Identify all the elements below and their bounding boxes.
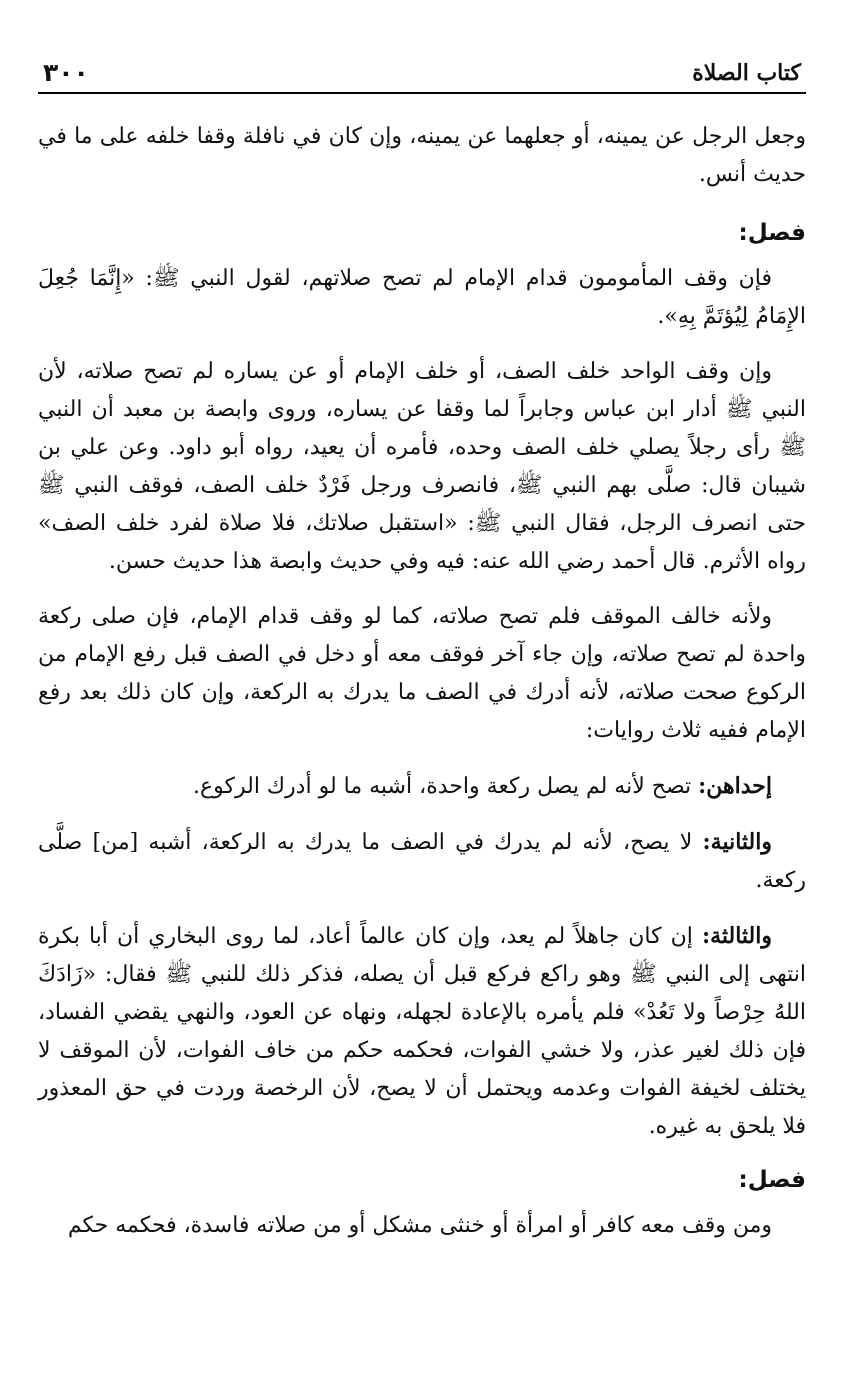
narration-third-text: إن كان جاهلاً لم يعد، وإن كان عالماً أعاد، لما روى البخاري أن أبا بكرة انتهى إلى النبي ﷺ وهو راكع فركع قبل أن يصله، فذكر ذلك للنبي ﷺ فقال: «زَادَكَ اللهُ حِرْصاً ولا تَعُدْ» فلم يأمره بالإعادة لجهله، ونهاه عن العود، والنهي يقضي الفساد، فإن ذلك لغير عذر، ولا خشي الفوات، فحكمه حكم من خاف الفوات، لأن الموقف لا يختلف لخيفة الفوات وعدمه ويحتمل أن لا يصح، لأن الرخصة وردت في حق المعذور فلا يلحق به غيره. [38,924,806,1139]
paragraph-imam-position: فإن وقف المأمومون قدام الإمام لم تصح صلاتهم، لقول النبي ﷺ: «إِنَّمَا جُعِلَ الإِمَامُ لِيُؤتَمَّ بِهِ». [38,266,806,329]
running-title: كتاب الصلاة [692,60,801,86]
narration-first-label: إحداهن: [698,773,772,799]
section-heading: فصل: [738,220,806,246]
book-page [38,0,806,1375]
paragraph-invalid-partner: ومن وقف معه كافر أو امرأة أو خنثى مشكل أو من صلاته فاسدة، فحكمه حكم [67,1213,772,1238]
narration-third-label: والثالثة: [701,923,772,949]
intro-paragraph: وجعل الرجل عن يمينه، أو جعلهما عن يمينه، وإن كان في نافلة وقفا خلفه على ما في حديث أنس. [38,124,806,187]
paragraph-three-narrations: ولأنه خالف الموقف فلم تصح صلاته، كما لو وقف قدام الإمام، فإن صلى ركعة واحدة لم تصح صلاته، وإن جاء آخر فوقف معه أو دخل في الصف قبل رفع الإمام من الركوع صحت صلاته، لأنه أدرك في الصف ما يدرك به الركعة، وإن كان ذلك بعد رفع الإمام ففيه ثلاث روايات: [38,604,806,743]
narration-second-text: لا يصح، لأنه لم يدرك في الصف ما يدرك به الركعة، أشبه [من] صلَّى ركعة. [38,830,806,893]
narration-third [38,917,806,1146]
page-body [38,118,806,1262]
narration-second [38,823,806,900]
paragraph-single-behind-row: وإن وقف الواحد خلف الصف، أو خلف الإمام أو عن يساره لم تصح صلاته، لأن النبي ﷺ أدار ابن عباس وجابراً لما وقفا عن يساره، وروى وابصة بن معبد أن النبي ﷺ رأى رجلاً يصلي خلف الصف وحده، فأمره أن يعيد، رواه أبو داود. وعن علي بن شيبان قال: صلَّى بهم النبي ﷺ، فانصرف ورجل فَرْدٌ خلف الصف، فوقف النبي ﷺ حتى انصرف الرجل، فقال النبي ﷺ: «استقبل صلاتك، فلا صلاة لفرد خلف الصف» رواه الأثرم. قال أحمد رضي الله عنه: فيه وفي حديث وابصة هذا حديث حسن. [38,359,806,574]
header-divider [38,92,806,94]
narration-second-label: والثانية: [702,829,772,855]
page-header [38,58,806,90]
narration-first-text: تصح لأنه لم يصل ركعة واحدة، أشبه ما لو أدرك الركوع. [193,774,699,799]
narration-first [38,767,806,806]
section-heading-second: فصل: [738,1167,806,1193]
page-number: ٣٠٠ [43,58,89,87]
